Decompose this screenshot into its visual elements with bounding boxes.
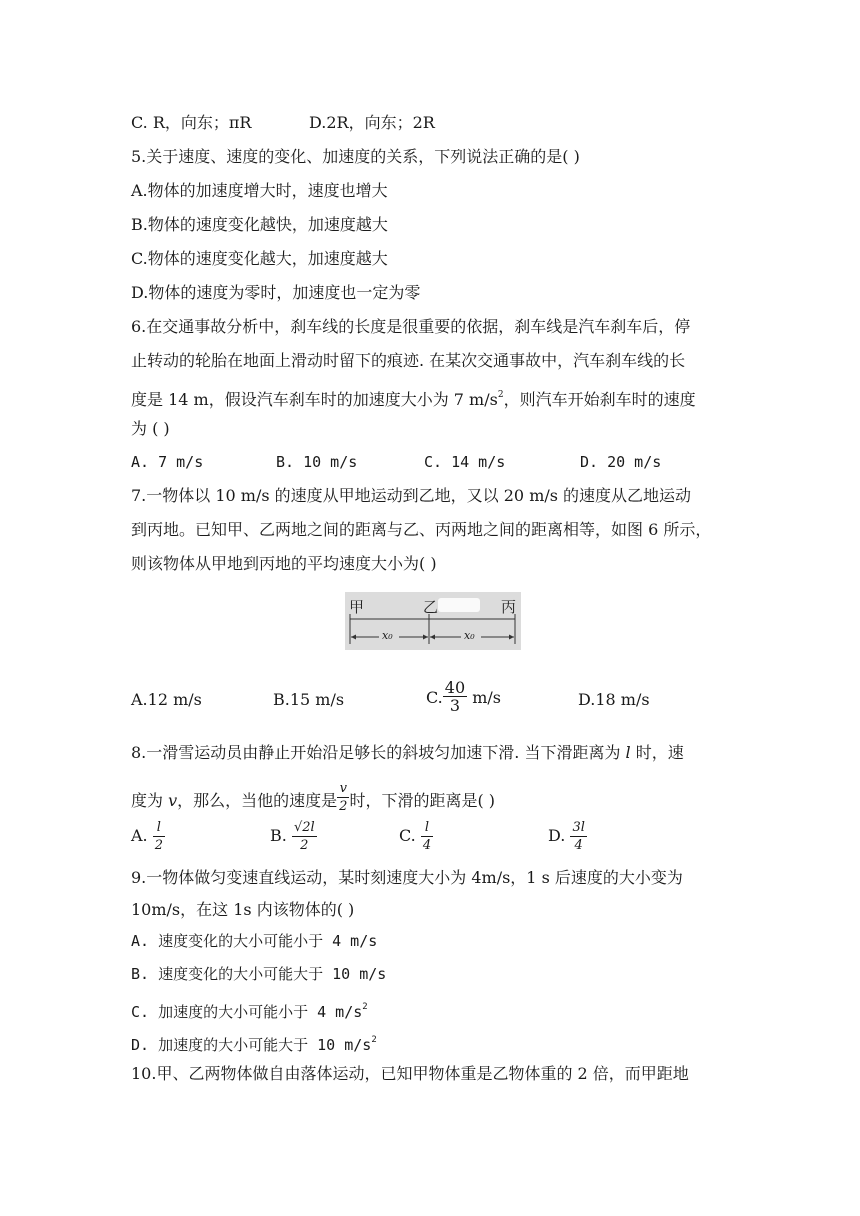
q5-option-b: B.物体的速度变化越快，加速度越大 [131, 215, 388, 234]
q7-option-d: D.18 m/s [578, 690, 650, 709]
q9-option-a: A. 速度变化的大小可能小于 4 m/s [131, 932, 378, 950]
q7-stem-line1: 7.一物体以 10 m/s 的速度从甲地运动到乙地，又以 20 m/s 的速度从乙地运动 [131, 486, 692, 505]
q9-option-c: C. 加速度的大小可能小于 4 $m/s^2$ [131, 1002, 368, 1021]
q6-stem-line4: 为 ( ) [131, 419, 170, 438]
q8-option-d: D. $\frac{3l}{4}$ [548, 820, 585, 853]
q5-option-d: D.物体的速度为零时，加速度也一定为零 [131, 283, 421, 302]
q5-option-c: C.物体的速度变化越大，加速度越大 [131, 249, 388, 268]
q7-stem-line2: 到丙地。已知甲、乙两地之间的距离与乙、丙两地之间的距离相等，如图 6 所示， [131, 520, 712, 539]
q6-option-d: D. 20 m/s [580, 453, 662, 471]
q7-option-b: B.15 m/s [273, 690, 345, 709]
q8-stem-line1: 8.一滑雪运动员由静止开始沿足够长的斜坡匀加速下滑. 当下滑距离为 l 时，速 [131, 743, 684, 762]
q7-c-prefix: C. [426, 688, 443, 707]
q8-option-b: B. $\frac{√2l}{2}$ [270, 820, 315, 853]
q9-option-b: B. 速度变化的大小可能大于 10 m/s [131, 965, 387, 983]
q6-stem-line3 [131, 385, 696, 410]
q6-stem-line1: 6.在交通事故分析中，刹车线的长度是很重要的依据，刹车线是汽车刹车后，停 [131, 317, 691, 336]
q7-option-a: A.12 m/s [131, 690, 202, 709]
q9-stem-line1: 9.一物体做匀变速直线运动，某时刻速度大小为 4m/s，1 s 后速度的大小变为 [131, 868, 683, 887]
q8-stem-line2: 度为 v，那么，当他的速度是 $\frac{v}{2}$ 时，下滑的距离是( ) [131, 781, 496, 814]
q6-stem-line2: 止转动的轮胎在地面上滑动时留下的痕迹. 在某次交通事故中，汽车刹车线的长 [131, 351, 686, 370]
q6-line3-sup: 2 [497, 390, 504, 400]
figure-seg1: x₀ [382, 629, 393, 642]
q7-option-c [426, 679, 501, 714]
q9-option-d: D. 加速度的大小可能大于 10 $m/s^2$ [131, 1035, 377, 1054]
q9-stem-line2: 10m/s，在这 1s 内该物体的( ) [131, 900, 355, 919]
q4-option-d: D.2R，向东；2R [309, 113, 435, 132]
q7-c-unit: m/s [472, 688, 501, 707]
q8-option-c: C. $\frac{l}{4}$ [399, 820, 432, 853]
q4-option-c: C. R，向东；πR [131, 113, 252, 132]
q5-option-a: A.物体的加速度增大时，速度也增大 [131, 181, 388, 200]
figure-lines [345, 592, 521, 650]
q6-option-b: B. 10 m/s [276, 453, 358, 471]
q7-stem-line3: 则该物体从甲地到丙地的平均速度大小为( ) [131, 554, 437, 573]
q7-c-fraction: $\frac{40}{3}$ [444, 678, 466, 715]
figure-label-jia: 甲 [349, 598, 365, 616]
q8-v-half: $\frac{v}{2}$ [339, 781, 348, 814]
q6-option-a: A. 7 m/s [131, 453, 204, 471]
q6-line3-a: 度是 14 m，假设汽车刹车时的加速度大小为 7 m/s [131, 390, 498, 409]
q10-stem-line1: 10.甲、乙两物体做自由落体运动，已知甲物体重是乙物体重的 2 倍，而甲距地 [131, 1064, 689, 1083]
figure-label-yi: 乙 [423, 598, 439, 616]
q5-stem: 5.关于速度、速度的变化、加速度的关系，下列说法正确的是( ) [131, 147, 580, 166]
q6-option-c: C. 14 m/s [424, 453, 506, 471]
q8-option-a: A. $\frac{l}{2}$ [131, 820, 164, 853]
figure-seg2: x₀ [464, 629, 475, 642]
figure-label-bing: 丙 [501, 598, 517, 616]
q6-line3-b: ，则汽车开始刹车时的速度 [503, 390, 696, 409]
q7-figure [345, 592, 521, 650]
